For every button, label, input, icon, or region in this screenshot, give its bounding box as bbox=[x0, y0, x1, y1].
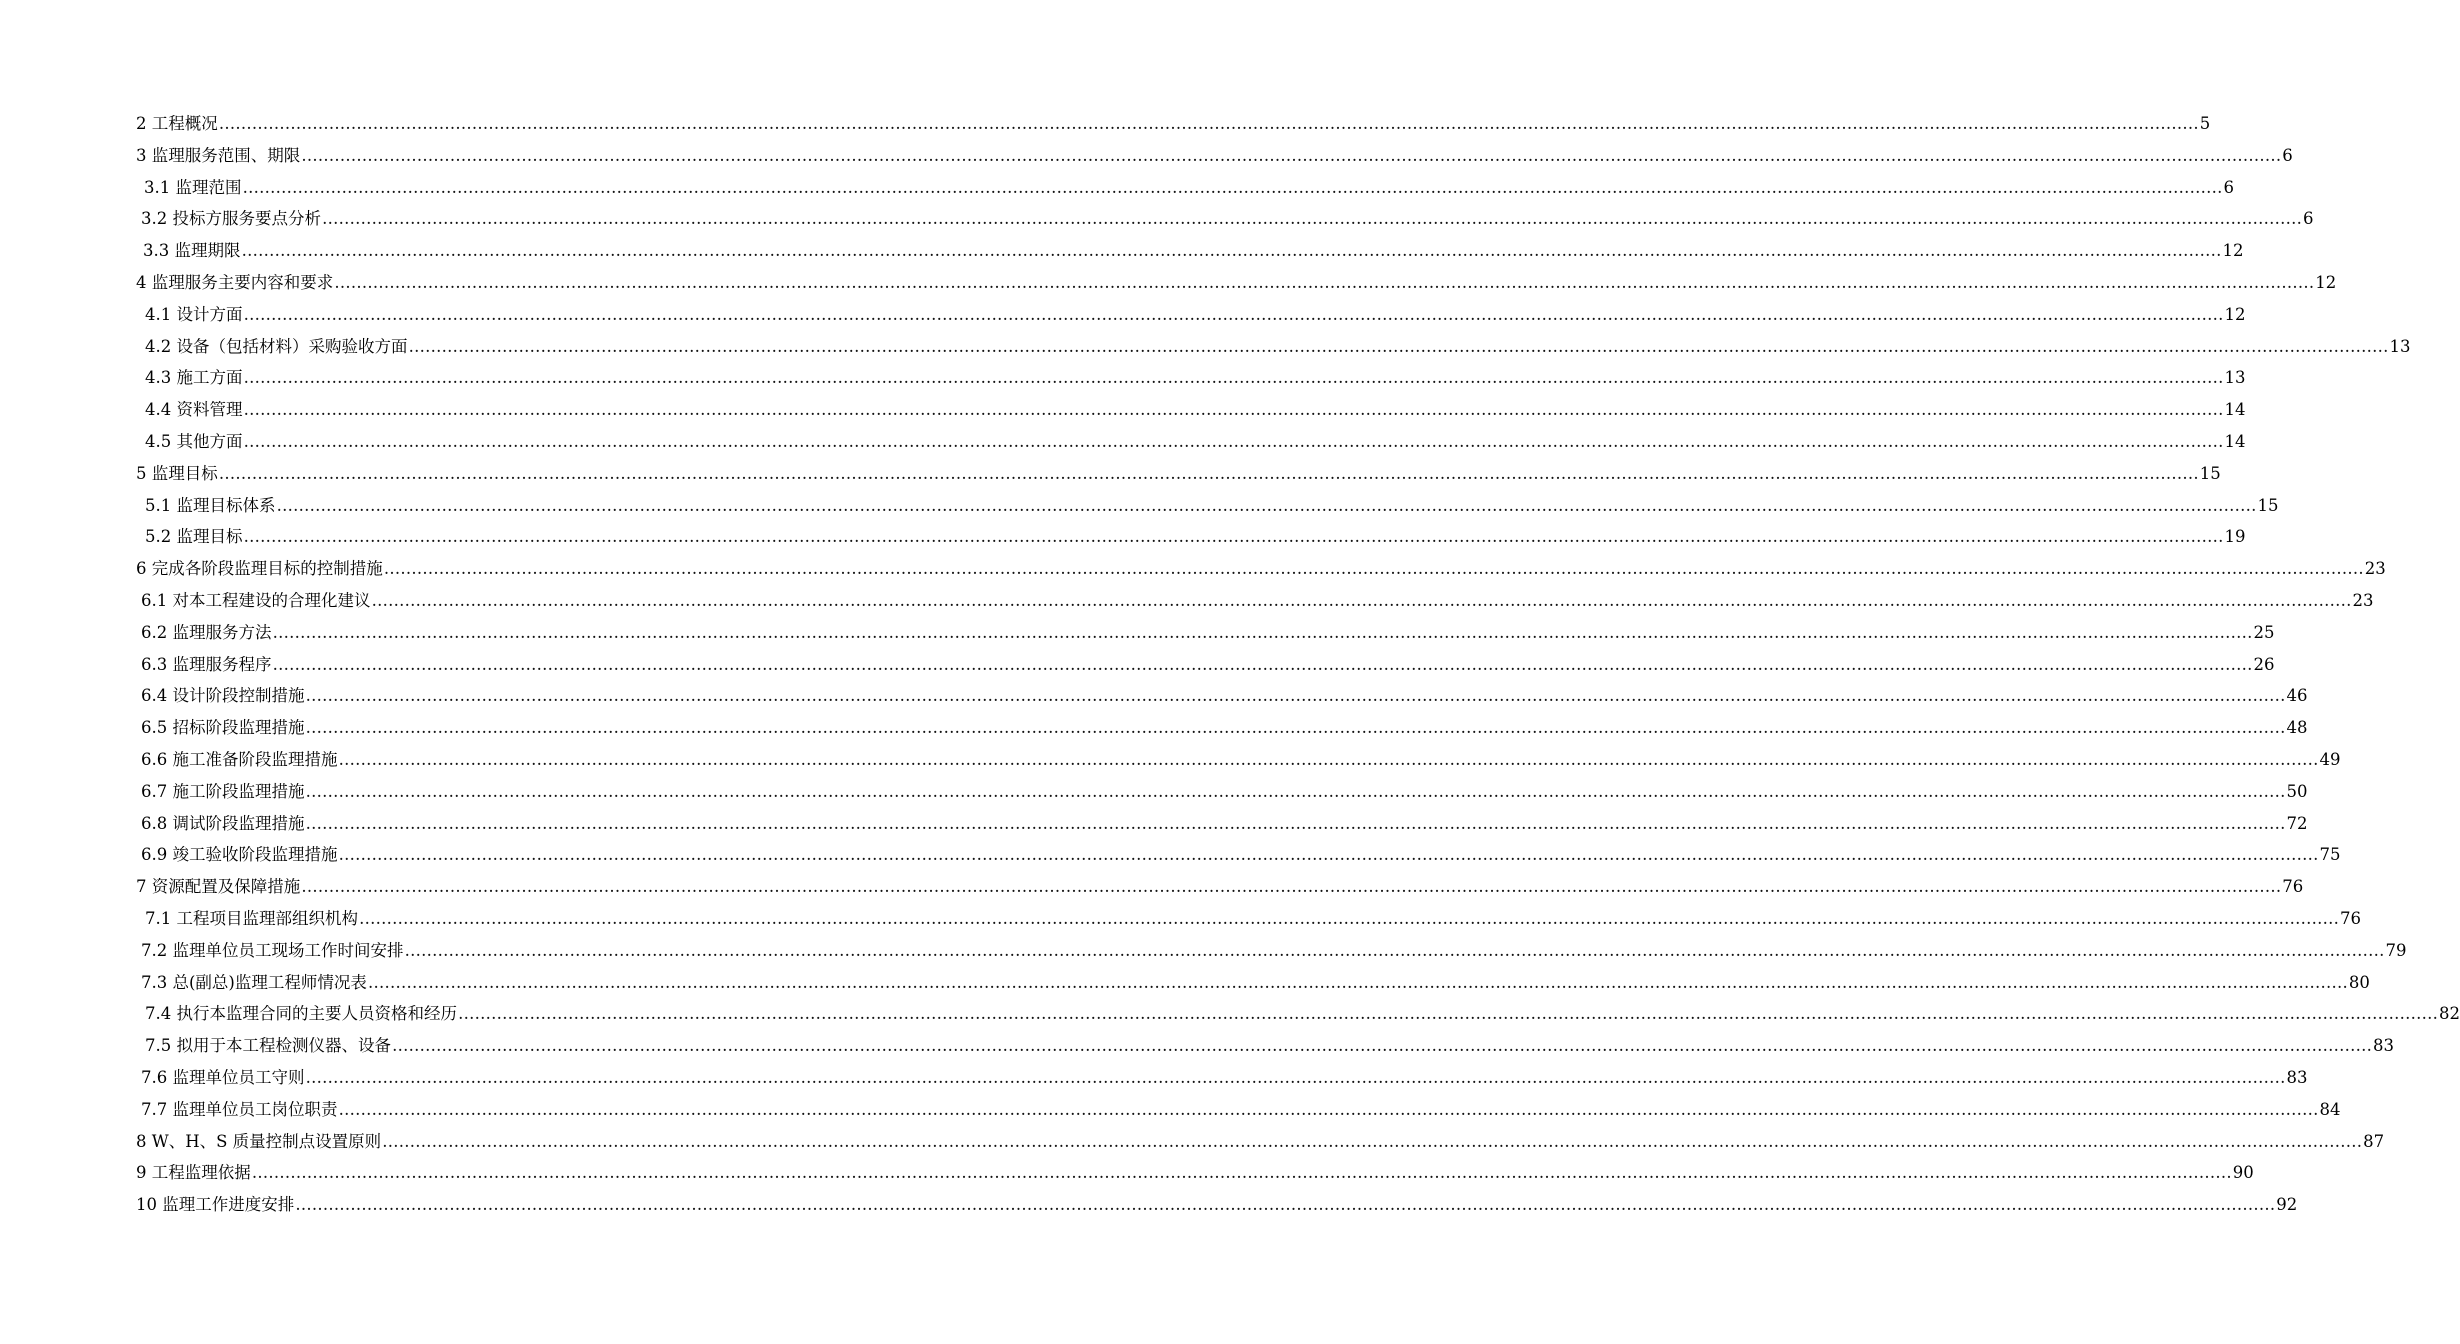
dot-leader: ……………………………………………………………………………………………………………………………………………………………………………………………………………………………………………………………………………………………………………………………… bbox=[408, 336, 2389, 356]
toc-entry-page-number: 25 bbox=[2253, 622, 2275, 642]
dot-leader: ……………………………………………………………………………………………………………………………………………………………………………………………………………………………………………………………………………………………………………………………… bbox=[218, 114, 2199, 133]
toc-entry[interactable] bbox=[0, 1157, 2254, 1189]
toc-entry-page-number: 82 bbox=[2439, 1004, 2460, 1024]
toc-entry[interactable] bbox=[0, 998, 2460, 1030]
toc-entry-line bbox=[145, 521, 2246, 553]
toc-entry-line bbox=[144, 172, 2234, 204]
toc-entry[interactable] bbox=[0, 553, 2386, 585]
toc-entry-page-number: 19 bbox=[2224, 527, 2246, 547]
toc-entry-line bbox=[136, 871, 2304, 903]
toc-entry[interactable] bbox=[0, 203, 2314, 235]
toc-entry-line bbox=[145, 362, 2246, 394]
dot-leader: ……………………………………………………………………………………………………………………………………………………………………………………………………………………………………………………………………………………………………………………………… bbox=[404, 940, 2385, 960]
toc-entry[interactable] bbox=[0, 871, 2304, 903]
toc-entry-page-number: 83 bbox=[2373, 1036, 2394, 1056]
toc-entry-label: 9 工程监理依据 bbox=[136, 1163, 251, 1183]
toc-entry[interactable] bbox=[0, 521, 2246, 553]
toc-entry-page-number: 80 bbox=[2348, 972, 2370, 992]
toc-entry-page-number: 48 bbox=[2286, 718, 2308, 738]
toc-entry-label: 6.7 施工阶段监理措施 bbox=[141, 781, 305, 801]
toc-entry-label: 5.1 监理目标体系 bbox=[145, 495, 276, 515]
toc-entry-page-number: 46 bbox=[2286, 686, 2308, 706]
dot-leader: ……………………………………………………………………………………………………………………………………………………………………………………………………………………………………………………………………………………………………………………………… bbox=[276, 495, 2257, 515]
toc-entry[interactable] bbox=[0, 490, 2279, 522]
toc-entry[interactable] bbox=[0, 1126, 2385, 1158]
toc-entry-page-number: 83 bbox=[2286, 1067, 2308, 1087]
toc-entry-page-number: 14 bbox=[2224, 400, 2246, 420]
toc-entry-line bbox=[136, 108, 2211, 140]
toc-entry[interactable] bbox=[0, 1094, 2341, 1126]
dot-leader: ……………………………………………………………………………………………………………………………………………………………………………………………………………………………………………………………………………………………………………………………… bbox=[272, 622, 2253, 642]
toc-entry-label: 7.4 执行本监理合同的主要人员资格和经历 bbox=[145, 1004, 457, 1024]
toc-entry-page-number: 50 bbox=[2286, 781, 2308, 801]
toc-entry-label: 6 完成各阶段监理目标的控制措施 bbox=[136, 559, 383, 579]
toc-entry-line bbox=[136, 267, 2337, 299]
toc-entry-line bbox=[141, 808, 2308, 840]
toc-entry-line bbox=[145, 998, 2460, 1030]
toc-entry-line bbox=[136, 1126, 2385, 1158]
toc-entry-line bbox=[145, 331, 2411, 363]
toc-entry-page-number: 92 bbox=[2276, 1195, 2298, 1215]
dot-leader: ……………………………………………………………………………………………………………………………………………………………………………………………………………………………………………………………………………………………………………………………… bbox=[367, 972, 2348, 992]
toc-entry-page-number: 76 bbox=[2282, 877, 2304, 897]
dot-leader: ……………………………………………………………………………………………………………………………………………………………………………………………………………………………………………………………………………………………………………………………… bbox=[458, 1004, 2438, 1024]
toc-entry-line bbox=[141, 649, 2275, 681]
toc-entry-line bbox=[141, 776, 2308, 808]
toc-entry-label: 4.4 资料管理 bbox=[145, 400, 243, 420]
toc-entry[interactable] bbox=[0, 140, 2293, 172]
toc-entry-label: 7.3 总(副总)监理工程师情况表 bbox=[141, 972, 367, 992]
toc-entry-label: 2 工程概况 bbox=[136, 114, 218, 133]
toc-entry-line bbox=[145, 903, 2361, 935]
toc-entry-page-number: 12 bbox=[2224, 304, 2246, 324]
toc-entry-label: 4.3 施工方面 bbox=[145, 368, 243, 388]
toc-entry[interactable] bbox=[0, 267, 2337, 299]
toc-entry-page-number: 6 bbox=[2303, 209, 2314, 229]
toc-entry[interactable] bbox=[0, 649, 2275, 681]
toc-entry-line bbox=[141, 935, 2407, 967]
toc-entry-page-number: 79 bbox=[2385, 940, 2407, 960]
toc-entry-page-number: 26 bbox=[2253, 654, 2275, 674]
toc-entry[interactable] bbox=[0, 744, 2341, 776]
dot-leader: ……………………………………………………………………………………………………………………………………………………………………………………………………………………………………………………………………………………………………………………………… bbox=[241, 241, 2222, 261]
dot-leader: ……………………………………………………………………………………………………………………………………………………………………………………………………………………………………………………………………………………………………………………………… bbox=[305, 1067, 2286, 1087]
toc-entry-label: 4.2 设备（包括材料）采购验收方面 bbox=[145, 336, 408, 356]
toc-entry-label: 4 监理服务主要内容和要求 bbox=[136, 272, 334, 292]
dot-leader: ……………………………………………………………………………………………………………………………………………………………………………………………………………………………………………………………………………………………………………………………… bbox=[305, 781, 2286, 801]
toc-entry-line bbox=[141, 967, 2370, 999]
toc-entry-line bbox=[141, 1062, 2308, 1094]
toc-entry-label: 5.2 监理目标 bbox=[145, 527, 243, 547]
toc-entry-label: 7.2 监理单位员工现场工作时间安排 bbox=[141, 940, 404, 960]
toc-entry-label: 3 监理服务范围、期限 bbox=[136, 145, 301, 165]
toc-entry-line bbox=[141, 585, 2374, 617]
toc-entry[interactable] bbox=[0, 1062, 2308, 1094]
toc-entry[interactable] bbox=[0, 903, 2361, 935]
toc-entry-line bbox=[141, 203, 2314, 235]
toc-entry-line bbox=[145, 426, 2246, 458]
toc-entry-line bbox=[145, 1030, 2394, 1062]
toc-entry[interactable] bbox=[0, 585, 2374, 617]
toc-entry-page-number: 12 bbox=[2222, 241, 2244, 261]
toc-entry[interactable] bbox=[0, 394, 2246, 426]
toc-entry-page-number: 76 bbox=[2340, 908, 2361, 928]
toc-entry-label: 6.1 对本工程建设的合理化建议 bbox=[141, 590, 371, 610]
toc-entry-label: 7.1 工程项目监理部组织机构 bbox=[145, 908, 358, 928]
toc-entry[interactable] bbox=[0, 235, 2244, 267]
dot-leader: ……………………………………………………………………………………………………………………………………………………………………………………………………………………………………………………………………………………………………………………………… bbox=[272, 654, 2253, 674]
toc-entry-line bbox=[141, 744, 2341, 776]
toc-entry-line bbox=[141, 712, 2308, 744]
toc-entry-page-number: 75 bbox=[2319, 845, 2341, 865]
dot-leader: ……………………………………………………………………………………………………………………………………………………………………………………………………………………………………………………………………………………………………………………………… bbox=[338, 749, 2319, 769]
toc-entry-page-number: 6 bbox=[2223, 177, 2234, 197]
dot-leader: ……………………………………………………………………………………………………………………………………………………………………………………………………………………………………………………………………………………………………………………………… bbox=[218, 463, 2199, 483]
toc-entry-label: 8 W、H、S 质量控制点设置原则 bbox=[136, 1131, 382, 1151]
toc-entry-label: 6.8 调试阶段监理措施 bbox=[141, 813, 305, 833]
toc-entry[interactable] bbox=[0, 331, 2411, 363]
dot-leader: ……………………………………………………………………………………………………………………………………………………………………………………………………………………………………………………………………………………………………………………………… bbox=[392, 1036, 2372, 1056]
toc-entry-page-number: 6 bbox=[2282, 145, 2293, 165]
toc-entry[interactable] bbox=[0, 458, 2221, 490]
toc-entry[interactable] bbox=[0, 108, 2211, 140]
toc-entry-label: 4.5 其他方面 bbox=[145, 431, 243, 451]
dot-leader: ……………………………………………………………………………………………………………………………………………………………………………………………………………………………………………………………………………………………………………………………… bbox=[371, 590, 2352, 610]
dot-leader: ……………………………………………………………………………………………………………………………………………………………………………………………………………………………………………………………………………………………………………………………… bbox=[251, 1163, 2232, 1183]
toc-entry-page-number: 13 bbox=[2224, 368, 2246, 388]
toc-entry-page-number: 15 bbox=[2199, 463, 2221, 483]
dot-leader: ……………………………………………………………………………………………………………………………………………………………………………………………………………………………………………………………………………………………………………………………… bbox=[338, 1099, 2319, 1119]
toc-entry-line bbox=[136, 1189, 2298, 1221]
toc-entry-label: 3.1 监理范围 bbox=[144, 177, 242, 197]
toc-entry-line bbox=[141, 680, 2308, 712]
toc-entry[interactable] bbox=[0, 1030, 2394, 1062]
dot-leader: ……………………………………………………………………………………………………………………………………………………………………………………………………………………………………………………………………………………………………………………………… bbox=[243, 304, 2224, 324]
toc-entry-page-number: 72 bbox=[2286, 813, 2308, 833]
toc-entry-line bbox=[136, 140, 2293, 172]
toc-entry-label: 4.1 设计方面 bbox=[145, 304, 243, 324]
toc-entry-line bbox=[141, 617, 2275, 649]
dot-leader: ……………………………………………………………………………………………………………………………………………………………………………………………………………………………………………………………………………………………………………………………… bbox=[243, 431, 2224, 451]
toc-entry-page-number: 23 bbox=[2364, 559, 2386, 579]
dot-leader: ……………………………………………………………………………………………………………………………………………………………………………………………………………………………………………………………………………………………………………………………… bbox=[359, 908, 2339, 928]
dot-leader: ……………………………………………………………………………………………………………………………………………………………………………………………………………………………………………………………………………………………………………………………… bbox=[295, 1195, 2276, 1215]
toc-entry-label: 7.7 监理单位员工岗位职责 bbox=[141, 1099, 338, 1119]
toc-entry-label: 3.2 投标方服务要点分析 bbox=[141, 209, 321, 229]
toc-entry[interactable] bbox=[0, 362, 2246, 394]
toc-entry[interactable] bbox=[0, 712, 2308, 744]
toc-entry-label: 6.5 招标阶段监理措施 bbox=[141, 718, 305, 738]
toc-entry-label: 5 监理目标 bbox=[136, 463, 218, 483]
toc-entry-label: 6.6 施工准备阶段监理措施 bbox=[141, 749, 338, 769]
toc-entry[interactable] bbox=[0, 299, 2246, 331]
toc-entry-label: 6.2 监理服务方法 bbox=[141, 622, 272, 642]
toc-entry-line bbox=[136, 553, 2386, 585]
dot-leader: ……………………………………………………………………………………………………………………………………………………………………………………………………………………………………………………………………………………………………………………………… bbox=[243, 527, 2224, 547]
table-of-contents bbox=[0, 108, 2460, 1221]
toc-entry-label: 6.3 监理服务程序 bbox=[141, 654, 272, 674]
toc-entry-label: 6.4 设计阶段控制措施 bbox=[141, 686, 305, 706]
toc-entry-page-number: 23 bbox=[2352, 590, 2374, 610]
dot-leader: ……………………………………………………………………………………………………………………………………………………………………………………………………………………………………………………………………………………………………………………………… bbox=[305, 686, 2286, 706]
toc-entry-line bbox=[145, 394, 2246, 426]
toc-entry[interactable] bbox=[0, 172, 2234, 204]
toc-entry-line bbox=[141, 1094, 2341, 1126]
dot-leader: ……………………………………………………………………………………………………………………………………………………………………………………………………………………………………………………………………………………………………………………………… bbox=[305, 813, 2286, 833]
toc-entry-page-number: 49 bbox=[2319, 749, 2341, 769]
dot-leader: ……………………………………………………………………………………………………………………………………………………………………………………………………………………………………………………………………………………………………………………………… bbox=[301, 877, 2282, 897]
dot-leader: ……………………………………………………………………………………………………………………………………………………………………………………………………………………………………………………………………………………………………………………………… bbox=[243, 368, 2224, 388]
toc-entry[interactable] bbox=[0, 776, 2308, 808]
toc-entry-line bbox=[136, 1157, 2254, 1189]
dot-leader: ……………………………………………………………………………………………………………………………………………………………………………………………………………………………………………………………………………………………………………………………… bbox=[334, 272, 2315, 292]
dot-leader: ……………………………………………………………………………………………………………………………………………………………………………………………………………………………………………………………………………………………………………………………… bbox=[382, 1131, 2363, 1151]
dot-leader: ……………………………………………………………………………………………………………………………………………………………………………………………………………………………………………………………………………………………………………………………… bbox=[242, 177, 2223, 197]
toc-entry[interactable] bbox=[0, 808, 2308, 840]
dot-leader: ……………………………………………………………………………………………………………………………………………………………………………………………………………………………………………………………………………………………………………………………… bbox=[243, 400, 2224, 420]
toc-entry-line bbox=[145, 299, 2246, 331]
toc-entry-line bbox=[145, 490, 2279, 522]
toc-entry[interactable] bbox=[0, 426, 2246, 458]
toc-entry[interactable] bbox=[0, 967, 2370, 999]
dot-leader: ……………………………………………………………………………………………………………………………………………………………………………………………………………………………………………………………………………………………………………………………… bbox=[383, 559, 2364, 579]
toc-entry[interactable] bbox=[0, 935, 2407, 967]
dot-leader: ……………………………………………………………………………………………………………………………………………………………………………………………………………………………………………………………………………………………………………………………… bbox=[322, 209, 2302, 229]
toc-entry-label: 7 资源配置及保障措施 bbox=[136, 877, 301, 897]
dot-leader: ……………………………………………………………………………………………………………………………………………………………………………………………………………………………………………………………………………………………………………………………… bbox=[305, 718, 2286, 738]
toc-entry[interactable] bbox=[0, 617, 2275, 649]
toc-entry-page-number: 15 bbox=[2257, 495, 2279, 515]
toc-entry-label: 3.3 监理期限 bbox=[143, 241, 241, 261]
toc-entry-page-number: 87 bbox=[2363, 1131, 2385, 1151]
toc-entry-label: 7.6 监理单位员工守则 bbox=[141, 1067, 305, 1087]
dot-leader: ……………………………………………………………………………………………………………………………………………………………………………………………………………………………………………………………………………………………………………………………… bbox=[338, 845, 2319, 865]
toc-entry-page-number: 84 bbox=[2319, 1099, 2341, 1119]
toc-entry-page-number: 13 bbox=[2389, 336, 2411, 356]
toc-entry-label: 7.5 拟用于本工程检测仪器、设备 bbox=[145, 1036, 391, 1056]
dot-leader: ……………………………………………………………………………………………………………………………………………………………………………………………………………………………………………………………………………………………………………………………… bbox=[301, 145, 2282, 165]
toc-entry-line bbox=[141, 839, 2341, 871]
toc-entry-label: 6.9 竣工验收阶段监理措施 bbox=[141, 845, 338, 865]
toc-entry-line bbox=[143, 235, 2244, 267]
toc-entry[interactable] bbox=[0, 839, 2341, 871]
toc-entry-line bbox=[136, 458, 2221, 490]
toc-entry-page-number: 90 bbox=[2232, 1163, 2254, 1183]
toc-entry[interactable] bbox=[0, 1189, 2298, 1221]
toc-entry-page-number: 12 bbox=[2315, 272, 2337, 292]
toc-entry-page-number: 14 bbox=[2224, 431, 2246, 451]
toc-entry-label: 10 监理工作进度安排 bbox=[136, 1195, 295, 1215]
toc-entry-page-number: 5 bbox=[2199, 114, 2211, 133]
toc-entry[interactable] bbox=[0, 680, 2308, 712]
